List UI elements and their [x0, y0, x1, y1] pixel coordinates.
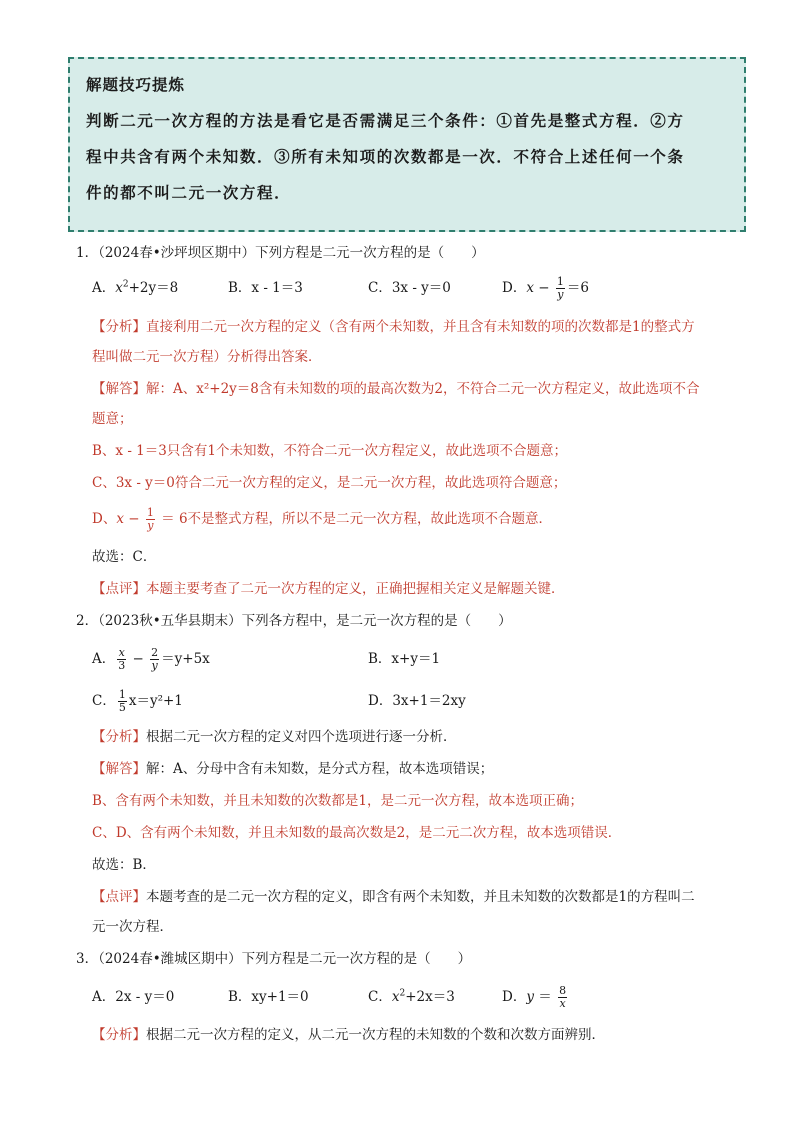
answer-tag: 【解答】 — [92, 761, 146, 777]
question-1-answer-d: D、x − $\frac{1}{y}$ ＝ 6不是整式方程，所以不是二元一次方程，故此选项不合题意． — [92, 506, 553, 532]
option-c: C．3x - y＝0 — [368, 280, 451, 296]
fraction: $\frac{2}{y}$ — [151, 646, 159, 672]
question-2-choice: 故选：B． — [92, 857, 156, 873]
option-text: +2y＝8 — [128, 280, 179, 296]
option-a: A．2x - y＝0 — [92, 989, 175, 1005]
question-2-answer — [92, 754, 736, 784]
comment-tag: 【点评】 — [92, 889, 146, 905]
option-a: A． $\frac{x}{3}$ − $\frac{2}{y}$ ＝y+5x — [92, 646, 210, 672]
tip-line: 判断二元一次方程的方法是看它是否需满足三个条件：①首先是整式方程．②方 — [86, 111, 685, 130]
tip-box — [68, 57, 746, 232]
option-c: C．$x^2+2x=3$ — [368, 988, 455, 1005]
question-2-comment-cont: 元一次方程． — [92, 919, 173, 935]
option-label: D． — [502, 280, 527, 296]
analysis-text: 根据二元一次方程的定义对四个选项进行逐一分析． — [146, 729, 457, 745]
option-c — [92, 686, 183, 716]
question-2-answer-b: B、含有两个未知数，并且未知数的次数都是1，是二元一次方程，故本选项正确； — [92, 793, 584, 809]
question-2-options-row1 — [92, 644, 732, 674]
fraction: $\frac{1}{5}$ — [118, 688, 126, 714]
analysis-tag: 【分析】 — [92, 319, 146, 335]
option-d: D．y ＝ $\frac{8}{x}$ — [502, 984, 567, 1010]
tip-line: 件的都不叫二元一次方程． — [86, 183, 292, 202]
option-text: x＝y²+1 — [128, 693, 183, 709]
question-3-options — [92, 982, 732, 1012]
fraction: $\frac{1}{y}$ — [146, 506, 154, 532]
option-b: B．xy+1＝0 — [228, 989, 309, 1005]
question-1-answer-c: C、3x - y＝0符合二元一次方程的定义，是二元一次方程，故此选项符合题意； — [92, 475, 567, 491]
option-b: B．x+y＝1 — [368, 651, 441, 667]
tip-line: 程中共含有两个未知数．③所有未知项的次数都是一次．不符合上述任何一个条 — [86, 147, 685, 166]
option-label: A． — [92, 280, 116, 296]
question-3-analysis — [92, 1020, 736, 1050]
analysis-tag: 【分析】 — [92, 1027, 146, 1043]
option-d: D．3x+1＝2xy — [368, 693, 466, 709]
option-label: D． — [502, 989, 527, 1005]
question-2-answer-cd: C、D、含有两个未知数，并且未知数的最高次数是2，是二元二次方程，故本选项错误． — [92, 825, 622, 841]
option-label: C． — [92, 693, 116, 709]
fraction: $\frac{8}{x}$ — [559, 984, 567, 1010]
question-1-analysis-cont: 程叫做二元一次方程）分析得出答案． — [92, 349, 322, 365]
option-label: C． — [368, 989, 392, 1005]
question-2-options-row2 — [92, 686, 732, 716]
question-1-stem: 1．（2024春•沙坪坝区期中）下列方程是二元一次方程的是（ ） — [76, 245, 485, 261]
question-2-comment — [92, 882, 736, 912]
fraction: $\frac{1}{y}$ — [556, 275, 564, 301]
answer-text: 解：A、分母中含有未知数，是分式方程，故本选项错误； — [146, 761, 494, 777]
question-1-choice: 故选：C． — [92, 549, 157, 565]
question-1-analysis — [92, 312, 736, 342]
question-1-comment — [92, 574, 736, 604]
question-1-answer-cont: 题意； — [92, 411, 133, 427]
comment-text: 本题考查的是二元一次方程的定义，即含有两个未知数，并且未知数的次数都是1的方程叫二 — [146, 889, 695, 905]
tip-title: 解题技巧提炼 — [86, 75, 186, 94]
option-label: A． — [92, 651, 116, 667]
option-text: ＝y+5x — [161, 651, 210, 667]
comment-tag: 【点评】 — [92, 581, 146, 597]
tip-body — [86, 103, 730, 211]
analysis-text: 根据二元一次方程的定义，从二元一次方程的未知数的个数和次数方面辨别． — [146, 1027, 605, 1043]
question-3-stem: 3．（2024春•潍城区期中）下列方程是二元一次方程的是（ ） — [76, 951, 472, 967]
fraction: $\frac{x}{3}$ — [118, 646, 126, 672]
analysis-tag: 【分析】 — [92, 729, 146, 745]
comment-text: 本题主要考查了二元一次方程的定义，正确把握相关定义是解题关键． — [146, 581, 565, 597]
question-2-stem: 2．（2023秋•五华县期末）下列各方程中，是二元一次方程的是（ ） — [76, 613, 512, 629]
option-b: B．x - 1＝3 — [228, 280, 303, 296]
option-a: A．$x^2+2y=8$ — [92, 279, 179, 296]
question-2-analysis — [92, 722, 736, 752]
option-d: D．x − $\frac{1}{y}$ ＝6 — [502, 275, 589, 301]
analysis-text: 直接利用二元一次方程的定义（含有两个未知数，并且含有未知数的项的次数都是1的整式方 — [146, 319, 695, 335]
answer-text: 解：A、x²+2y＝8含有未知数的项的最高次数为2，不符合二元一次方程定义，故此选项不合 — [146, 381, 700, 397]
option-text: +2x＝3 — [405, 989, 455, 1005]
answer-text: 不是整式方程，所以不是二元一次方程，故此选项不合题意． — [187, 511, 553, 527]
answer-tag: 【解答】 — [92, 381, 146, 397]
question-1-answer — [92, 374, 736, 404]
option-text: ＝6 — [566, 280, 589, 296]
question-1-options — [92, 273, 732, 303]
question-1-answer-b: B、x - 1＝3只含有1个未知数，不符合二元一次方程定义，故此选项不合题意； — [92, 443, 567, 459]
